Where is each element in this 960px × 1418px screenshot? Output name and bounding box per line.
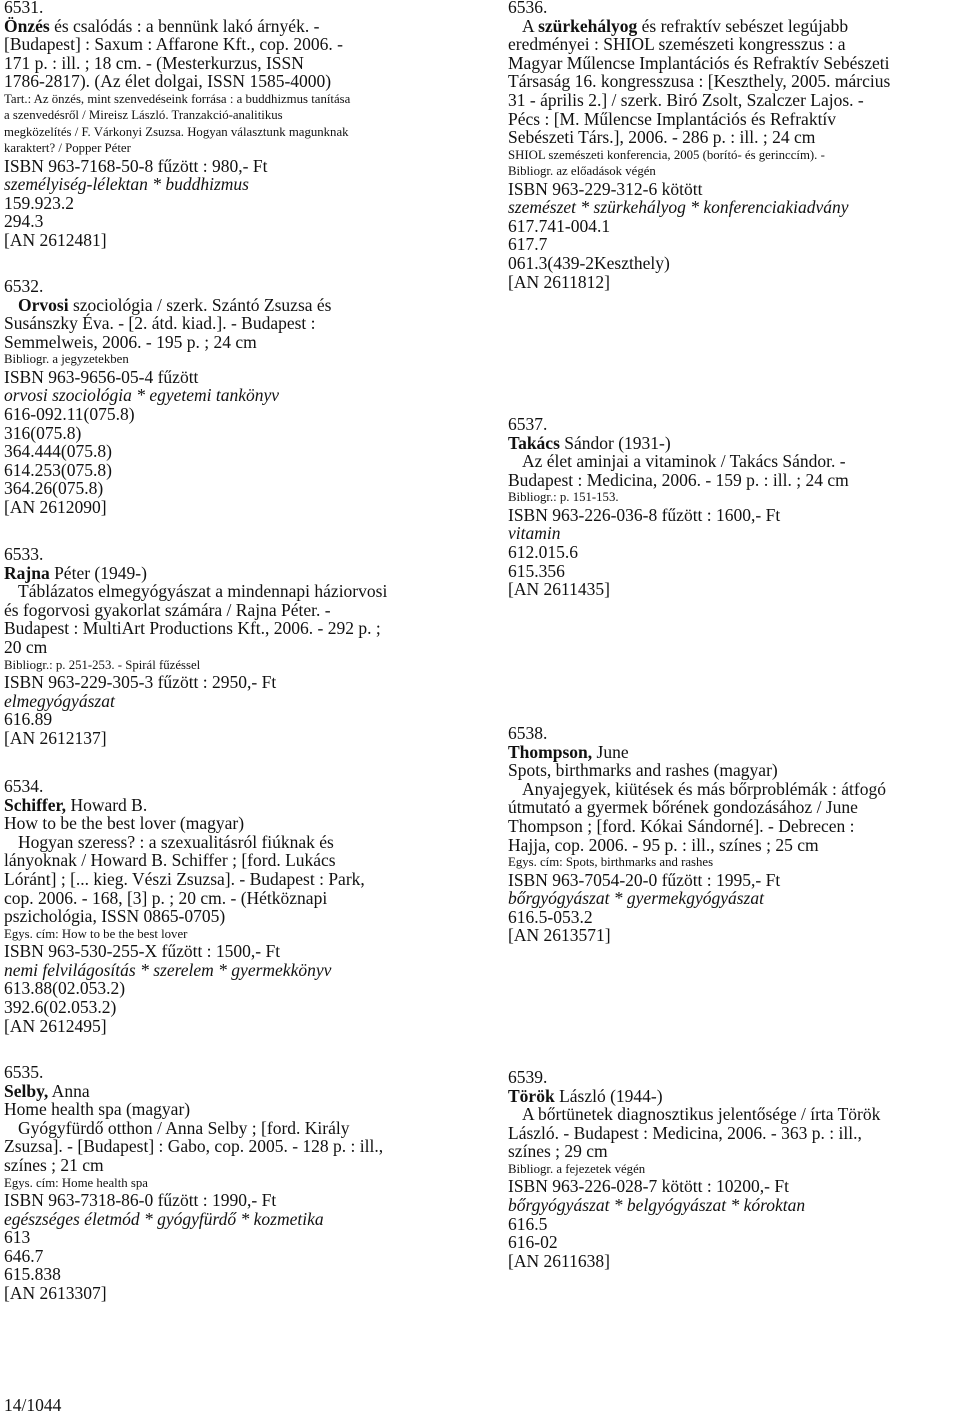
entry-number: 6538. — [508, 723, 548, 743]
accession-number: [AN 2611638] — [508, 1250, 610, 1271]
classification: 617.741-004.1 — [508, 215, 611, 236]
title-keyword: szürkehályog — [538, 15, 638, 36]
entry-number: 6539. — [508, 1067, 548, 1087]
isbn: ISBN 963-226-036-8 fűzött : 1600,- Ft — [508, 504, 781, 525]
classification: 612.015.6 — [508, 541, 578, 562]
classification: 616.89 — [4, 709, 53, 730]
classification: 616-02 — [508, 1232, 558, 1253]
note: Bibliogr.: p. 151-153. — [508, 490, 619, 505]
classification: 159.923.2 — [4, 192, 74, 213]
classification: 613.88(02.053.2) — [4, 978, 126, 999]
subject-terms: vitamin — [508, 523, 561, 544]
subject-terms: elmegyógyászat — [4, 690, 115, 711]
author-surname: Selby, — [4, 1080, 49, 1101]
classification: 364.26(075.8) — [4, 478, 104, 499]
author-surname: Rajna — [4, 562, 50, 583]
classification: 616-092.11(075.8) — [4, 403, 135, 424]
classification: 294.3 — [4, 211, 44, 232]
note: Egys. cím: How to be the best lover — [4, 926, 188, 941]
classification: 617.7 — [508, 234, 548, 255]
isbn: ISBN 963-7318-86-0 fűzött : 1990,- Ft — [4, 1189, 277, 1210]
classification: 392.6(02.053.2) — [4, 996, 117, 1017]
author-surname: Török — [508, 1085, 555, 1106]
entry-6533: 6533. Rajna Péter (1949-) Táblázatos elmegyógyászat a mindennapi háziorvosi és fogorvosi gyakorlat számára / Rajna Péter. - Budapest : MultiArt Productions Kft., 2006. - 292 p. ; 20 cm Bibliogr.: p. 251-253. - Spirál fűzéssel ISBN 963-229-305-3 fűzött : 2950,- Ft elmegyógyászat 616.89 [AN 2612137] — [4, 545, 480, 747]
entry-number: 6534. — [4, 776, 44, 796]
classification: 615.838 — [4, 1264, 61, 1285]
entry-6537: 6537. Takács Sándor (1931-) Az élet aminjai a vitaminok / Takács Sándor. - Budapest : Medicina, 2006. - 159 p. : ill. ; 24 cm Bibliogr.: p. 151-153. ISBN 963-226-036-8 fűzött : 1600,- Ft vitamin 612.015.6 615.356 [AN 2611435] — [508, 415, 958, 599]
accession-number: [AN 2611812] — [508, 271, 610, 292]
note: Bibliogr. a fejezetek végén — [508, 1161, 646, 1176]
subject-terms: nemi felvilágosítás * szerelem * gyermekkönyv — [4, 959, 332, 980]
subject-terms: szemészet * szürkehályog * konferenciakiadvány — [508, 197, 849, 218]
entry-6536: 6536. A szürkehályog és refraktív sebészet legújabb eredményei : SHIOL szemészeti kongresszus : a Magyar Műlencse Implantációs és Refraktív Sebészeti Társaság 16. kongresszusa : [Keszthely, 2005. március 31 - április 2.] / szerk. Biró Zsolt, Szalczer Lajos. - Pécs : [M. Műlencse Implantációs és Refraktív Sebészeti Társ.], 2006. - 286 p. : ill. ; 24 cm SHIOL szemészeti konferencia, 2005 (borító- és gerinccím). - Bibliogr. az előadások végén ISBN 963-229-312-6 kötött szemészet * szürkehályog * konferenciakiadvány 617.741-004.1 617.7 061.3(439-2Keszthely) [AN 2611812] — [508, 0, 958, 291]
uniform-title: How to be the best lover (magyar) — [4, 813, 245, 834]
author-surname: Thompson, — [508, 741, 593, 762]
note: SHIOL szemészeti konferencia, 2005 (borító- és gerinccím). - — [508, 147, 825, 162]
classification: 616.5 — [508, 1213, 548, 1234]
entry-6534: 6534. Schiffer, Howard B. How to be the best lover (magyar) Hogyan szeress? : a szexualitásról fiúknak és lányoknak / Howard B. Schiffer ; [ford. Lukács Lóránt] ; [... kieg. Vészi Zsuzsa]. - Budapest : Park, cop. 2006. - 168, [3] p. ; 20 cm. - (Hétköznapi pszichológia, ISSN 0865-0705) Egys. cím: How to be the best lover ISBN 963-530-255-X fűzött : 1500,- Ft nemi felvilágosítás * szerelem * gyermekkönyv 613.88(02.053.2) 392.6(02.053.2) [AN 2612495] — [4, 777, 480, 1035]
entry-6538: 6538. Thompson, June Spots, birthmarks and rashes (magyar) Anyajegyek, kiütések és más bőrproblémák : átfogó útmutató a gyermek bőrének gondozásához / June Thompson ; [ford. Kókai Sándorné]. - Debrecen : Hajja, cop. 2006. - 95 p. : ill., színes ; 25 cm Egys. cím: Spots, birthmarks and rashes ISBN 963-7054-20-0 fűzött : 1995,- Ft bőrgyógyászat * gyermekgyógyászat 616.5-053.2 [AN 2613571] — [508, 724, 958, 945]
author-surname: Takács — [508, 432, 560, 453]
entry-number: 6536. — [508, 0, 548, 17]
author-surname: Schiffer, — [4, 794, 67, 815]
accession-number: [AN 2612090] — [4, 496, 107, 517]
isbn: ISBN 963-7168-50-8 fűzött : 980,- Ft — [4, 155, 268, 176]
accession-number: [AN 2612495] — [4, 1015, 107, 1036]
title-keyword: Önzés — [4, 15, 50, 36]
entry-6535: 6535. Selby, Anna Home health spa (magyar) Gyógyfürdő otthon / Anna Selby ; [ford. Király Zsuzsa]. - [Budapest] : Gabo, cop. 2005. - 128 p. : ill., színes ; 21 cm Egys. cím: Home health spa ISBN 963-7318-86-0 fűzött : 1990,- Ft egészséges életmód * gyógyfürdő * kozmetika 613 646.7 615.838 [AN 2613307] — [4, 1063, 480, 1303]
classification: 316(075.8) — [4, 422, 82, 443]
entry-6539: 6539. Török László (1944-) A bőrtünetek diagnosztikus jelentősége / írta Török László. - Budapest : Medicina, 2006. - 363 p. : ill., színes ; 29 cm Bibliogr. a fejezetek végén ISBN 963-226-028-7 kötött : 10200,- Ft bőrgyógyászat * belgyógyászat * kóroktan 616.5 616-02 [AN 2611638] — [508, 1068, 958, 1270]
classification: 613 — [4, 1227, 31, 1248]
classification: 614.253(075.8) — [4, 459, 112, 480]
isbn: ISBN 963-7054-20-0 fűzött : 1995,- Ft — [508, 869, 781, 890]
isbn: ISBN 963-229-305-3 fűzött : 2950,- Ft — [4, 671, 277, 692]
isbn: ISBN 963-530-255-X fűzött : 1500,- Ft — [4, 941, 281, 962]
note: Egys. cím: Spots, birthmarks and rashes — [508, 855, 714, 870]
accession-number: [AN 2612481] — [4, 229, 107, 250]
subject-terms: bőrgyógyászat * gyermekgyógyászat — [508, 888, 764, 909]
entry-6531: 6531. Önzés és csalódás : a bennünk lakó árnyék. - [Budapest] : Saxum : Affarone Kft., cop. 2006. - 171 p. : ill. ; 18 cm. - (Mesterkurzus, ISSN 1786-2817). (Az élet dolgai, ISSN 1585-4000) Tart.: Az önzés, mint szenvedéseink forrása : a buddhizmus tanítása a szenvedésről / Mireisz László. Tranzakció-analitikus megközelítés / F. Várkonyi Zsuzsa. Hogyan választunk magunknak karaktert? / Popper Péter ISBN 963-7168-50-8 fűzött : 980,- Ft személyiség-lélektan * buddhizmus 159.923.2 294.3 [AN 2612481] — [4, 0, 480, 250]
note: Bibliogr. a jegyzetekben — [4, 352, 129, 367]
subject-terms: orvosi szociológia * egyetemi tankönyv — [4, 385, 280, 406]
accession-number: [AN 2611435] — [508, 579, 610, 600]
classification: 061.3(439-2Keszthely) — [508, 252, 670, 273]
classification: 615.356 — [508, 560, 565, 581]
classification: 646.7 — [4, 1245, 44, 1266]
isbn: ISBN 963-226-028-7 kötött : 10200,- Ft — [508, 1176, 789, 1197]
uniform-title: Spots, birthmarks and rashes (magyar) — [508, 760, 778, 781]
subject-terms: személyiség-lélektan * buddhizmus — [4, 174, 249, 195]
page-number: 14/1044 — [4, 1395, 62, 1415]
classification: 364.444(075.8) — [4, 441, 112, 462]
entry-number: 6537. — [508, 414, 548, 434]
entry-number: 6535. — [4, 1062, 44, 1082]
uniform-title: Home health spa (magyar) — [4, 1099, 191, 1120]
entry-number: 6533. — [4, 544, 44, 564]
accession-number: [AN 2612137] — [4, 727, 107, 748]
entry-6532: 6532. Orvosi szociológia / szerk. Szántó Zsuzsa és Susánszky Éva. - [2. átd. kiad.]. - Budapest : Semmelweis, 2006. - 195 p. ; 24 cm Bibliogr. a jegyzetekben ISBN 963-9656-05-4 fűzött orvosi szociológia * egyetemi tankönyv 616-092.11(075.8) 316(075.8) 364.444(075.8) 614.253(075.8) 364.26(075.8) [AN 2612090] — [4, 277, 480, 517]
isbn: ISBN 963-9656-05-4 fűzött — [4, 366, 199, 387]
isbn: ISBN 963-229-312-6 kötött — [508, 178, 703, 199]
accession-number: [AN 2613571] — [508, 925, 611, 946]
entry-number: 6532. — [4, 276, 44, 296]
note: Egys. cím: Home health spa — [4, 1175, 148, 1190]
subject-terms: egészséges életmód * gyógyfürdő * kozmetika — [4, 1208, 324, 1229]
classification: 616.5-053.2 — [508, 906, 593, 927]
entry-number: 6531. — [4, 0, 44, 17]
title-keyword: Orvosi — [18, 294, 69, 315]
note: Tart.: Az önzés, mint szenvedéseink forrása : a buddhizmus tanítása — [4, 91, 351, 106]
subject-terms: bőrgyógyászat * belgyógyászat * kóroktan — [508, 1194, 806, 1215]
accession-number: [AN 2613307] — [4, 1282, 107, 1303]
note: Bibliogr.: p. 251-253. - Spirál fűzéssel — [4, 657, 201, 672]
